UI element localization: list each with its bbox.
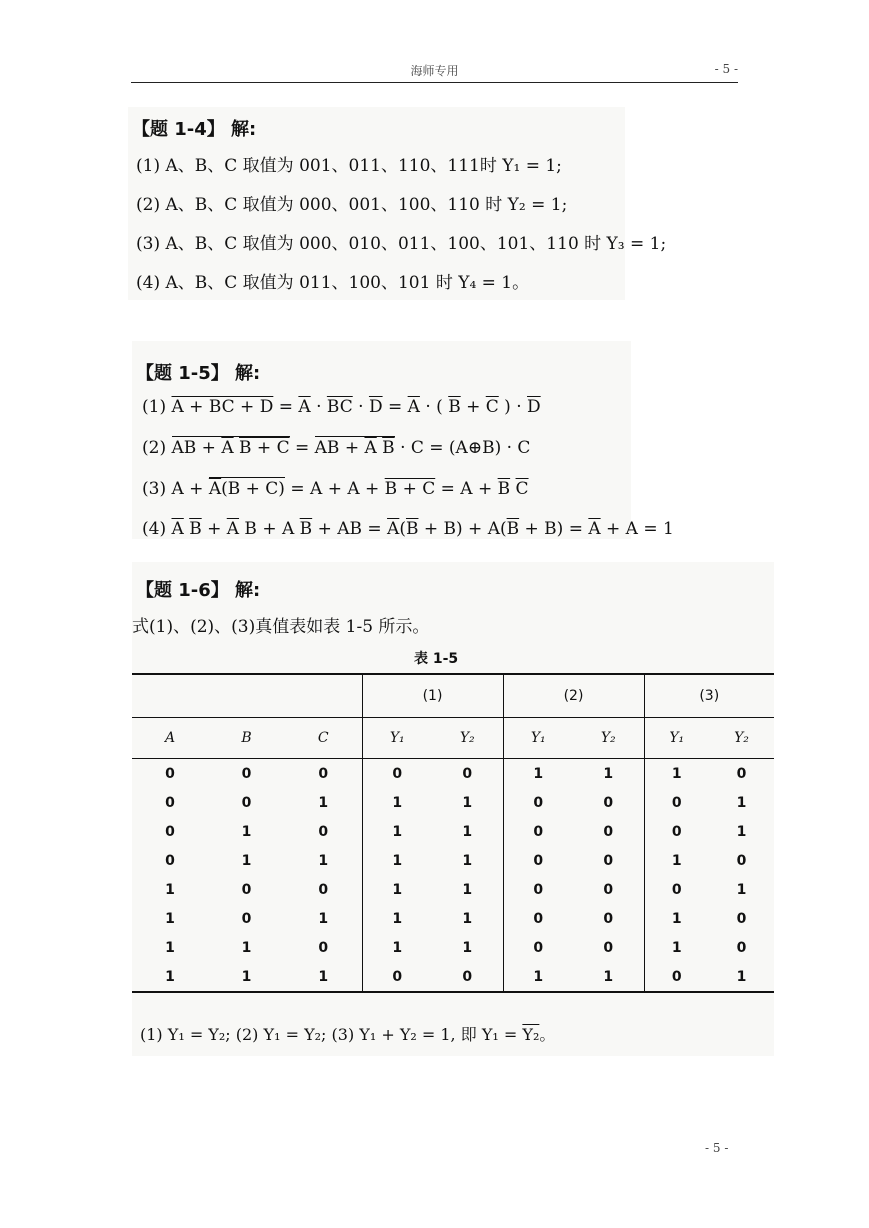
- eq-term: $\overline{B}$: [382, 438, 395, 458]
- table-cell: 1: [165, 910, 175, 927]
- eq-term-group: [315, 436, 395, 458]
- problem-1-4-line-2: (2) A、B、C 取值为 000、001、100、110 时 Y₂ = 1;: [136, 195, 568, 215]
- eq-term-group: [209, 477, 285, 499]
- column-header: Y₁: [644, 718, 709, 759]
- eq-label: (3): [142, 479, 167, 499]
- table-cell: 1: [362, 846, 432, 875]
- table-cell: 0: [165, 794, 175, 811]
- eq-term: $\overline{A}$: [221, 438, 234, 458]
- truth-table-body: [132, 759, 774, 993]
- table-cell: 1: [362, 817, 432, 846]
- equation-1: [142, 397, 541, 417]
- table-cell: 1: [736, 794, 747, 811]
- eq-term: $\overline{C}$: [485, 397, 499, 417]
- eq-term: $\overline{A}$: [298, 397, 311, 417]
- eq-op: +: [466, 397, 486, 417]
- table-cell: 1: [362, 933, 432, 962]
- conclusion-text: 。: [539, 1025, 556, 1044]
- table-cell: 0: [644, 817, 709, 846]
- table-cell: 1: [736, 823, 747, 840]
- table-cell: 1: [462, 823, 473, 840]
- table-cell: 1: [644, 846, 709, 875]
- eq-op: ·: [358, 397, 364, 417]
- group-header-empty: [132, 674, 362, 718]
- table-cell: 1: [241, 939, 252, 956]
- eq-term: A +: [171, 479, 209, 499]
- table-cell: 0: [503, 846, 573, 875]
- column-header: Y₁: [362, 718, 432, 759]
- problem-1-6: [132, 562, 774, 1056]
- eq-term: $\overline{A}$: [387, 519, 400, 539]
- table-cell: 0: [503, 788, 573, 817]
- table-cell: 1: [462, 910, 473, 927]
- eq-op: · C = (A⊕B) · C: [400, 438, 531, 458]
- table-cell: 0: [318, 881, 329, 898]
- eq-op: (: [399, 519, 406, 539]
- table-row: [132, 759, 774, 789]
- problem-1-6-title: 【题 1-6】 解:: [136, 580, 261, 601]
- eq-term: $\overline{B}$: [239, 438, 252, 458]
- equation-4: [142, 519, 674, 539]
- table-cell: 1: [285, 962, 362, 992]
- table-cell: 0: [241, 881, 252, 898]
- table-row: [132, 817, 774, 846]
- problem-1-6-conclusion: [140, 1022, 555, 1045]
- table-cell: 1: [503, 962, 573, 992]
- column-header: Y₂: [459, 730, 475, 746]
- table-cell: 0: [644, 875, 709, 904]
- eq-term: $\overline{B}$: [299, 519, 313, 539]
- table-cell: 0: [736, 852, 747, 869]
- eq-term: $\overline{B}$: [506, 519, 520, 539]
- equation-2: [142, 438, 530, 458]
- table-cell: 0: [318, 823, 329, 840]
- table-cell: 1: [462, 881, 473, 898]
- table-group-header-row: [132, 674, 774, 718]
- table-cell: 1: [318, 910, 329, 927]
- column-header: Y₂: [600, 730, 616, 746]
- eq-op: · (: [425, 397, 443, 417]
- eq-op: = A + A +: [290, 479, 385, 499]
- table-cell: 0: [603, 794, 614, 811]
- column-header: Y₁: [503, 718, 573, 759]
- table-cell: 0: [736, 910, 747, 927]
- table-cell: 0: [503, 933, 573, 962]
- table-row: [132, 846, 774, 875]
- table-cell: 0: [241, 765, 252, 782]
- table-cell: 1: [736, 881, 747, 898]
- table-cell: 0: [165, 765, 175, 782]
- conclusion-text: (1) Y₁ = Y₂; (2) Y₁ = Y₂; (3) Y₁ + Y₂ = 1, 即 Y₁ =: [140, 1025, 523, 1044]
- eq-label: (2): [142, 438, 167, 458]
- eq-term: $\overline{A}$: [407, 397, 420, 417]
- eq-term: $\overline{A}$: [171, 519, 184, 539]
- eq-term: $\overline{A}$: [208, 479, 222, 499]
- truth-table: [132, 673, 774, 993]
- table-cell: 0: [362, 962, 432, 992]
- table-cell: 1: [462, 939, 473, 956]
- column-header: B: [241, 730, 252, 746]
- table-cell: 1: [503, 759, 573, 789]
- eq-term: + C: [251, 438, 290, 458]
- eq-term: $\overline{A}$: [226, 519, 240, 539]
- table-cell: 1: [462, 794, 473, 811]
- table-cell: 0: [318, 939, 329, 956]
- eq-op: + AB =: [312, 519, 388, 539]
- eq-term: $\overline{C}$: [515, 479, 529, 499]
- eq-term-group: [172, 436, 290, 458]
- table-cell: 0: [644, 962, 709, 992]
- table-cell: 0: [432, 962, 503, 992]
- eq-op: B + A: [239, 519, 300, 539]
- eq-term: $\overline{B}$: [189, 519, 202, 539]
- table-row: [132, 933, 774, 962]
- table-row: [132, 904, 774, 933]
- group-header: (1): [362, 674, 503, 718]
- footer-page-number: - 5 -: [705, 1141, 729, 1155]
- table-cell: 0: [503, 817, 573, 846]
- eq-label: (1): [142, 397, 167, 417]
- table-row: [132, 962, 774, 992]
- table-cell: 0: [603, 939, 614, 956]
- eq-term: $\overline{B}$: [405, 519, 419, 539]
- header-page-number: - 5 -: [714, 62, 738, 76]
- group-header: (3): [644, 674, 774, 718]
- eq-op: +: [201, 519, 227, 539]
- table-cell: 1: [573, 962, 644, 992]
- problem-1-4: [128, 107, 667, 300]
- eq-label: (4): [142, 519, 167, 539]
- table-caption: 表 1-5: [414, 651, 459, 667]
- table-cell: 0: [503, 904, 573, 933]
- table-cell: 0: [603, 852, 614, 869]
- equation-3: [142, 479, 529, 499]
- table-cell: 1: [241, 823, 252, 840]
- eq-op: = A +: [440, 479, 498, 499]
- table-cell: 1: [709, 962, 774, 992]
- eq-term: A + BC + D: [171, 397, 274, 417]
- problem-1-4-line-3: (3) A、B、C 取值为 000、010、011、100、101、110 时 Y₃ = 1;: [136, 234, 667, 254]
- table-cell: 0: [603, 823, 614, 840]
- eq-sign: =: [278, 397, 293, 417]
- table-cell: 1: [241, 852, 252, 869]
- table-row: [132, 788, 774, 817]
- column-header: A: [164, 730, 176, 746]
- table-cell: 1: [208, 962, 285, 992]
- eq-term: AB +: [171, 438, 222, 458]
- table-cell: 0: [362, 759, 432, 789]
- problem-1-4-title: 【题 1-4】 解:: [132, 119, 257, 140]
- eq-term: $\overline{A}$: [588, 519, 601, 539]
- conclusion-term: Y₂: [522, 1025, 540, 1044]
- table-cell: 0: [318, 765, 329, 782]
- group-header: (2): [503, 674, 644, 718]
- table-cell: 1: [644, 904, 709, 933]
- table-cell: 0: [736, 939, 747, 956]
- table-cell: 1: [462, 852, 473, 869]
- table-cell: 1: [644, 933, 709, 962]
- table-cell: 0: [603, 881, 614, 898]
- table-cell: 1: [362, 904, 432, 933]
- eq-sign: =: [387, 397, 408, 417]
- table-cell: 1: [318, 794, 329, 811]
- problem-1-5-title: 【题 1-5】 解:: [136, 363, 261, 384]
- table-cell: 1: [362, 875, 432, 904]
- table-cell: 0: [165, 823, 175, 840]
- table-cell: 0: [736, 765, 747, 782]
- table-cell: 0: [165, 852, 175, 869]
- eq-op: ) ·: [504, 397, 528, 417]
- eq-sign: =: [294, 438, 315, 458]
- column-header: C: [317, 730, 329, 746]
- column-header: Y₂: [734, 730, 749, 746]
- eq-term: $\overline{D}$: [527, 397, 541, 417]
- header-title: 海师专用: [410, 64, 459, 78]
- problem-1-4-line-1: (1) A、B、C 取值为 001、011、110、111时 Y₁ = 1;: [136, 156, 562, 176]
- eq-op: + B) + A(: [418, 519, 507, 539]
- table-cell: 1: [644, 759, 709, 789]
- eq-op: ·: [316, 397, 322, 417]
- table-cell: 1: [318, 852, 329, 869]
- table-cell: 0: [503, 875, 573, 904]
- table-cell: 1: [132, 962, 208, 992]
- table-cell: 0: [462, 765, 473, 782]
- eq-term: (B + C): [221, 479, 285, 499]
- table-cell: 1: [603, 765, 614, 782]
- table-cell: 0: [603, 910, 614, 927]
- table-row: [132, 875, 774, 904]
- eq-term: $\overline{B}$: [448, 397, 461, 417]
- eq-term: $\overline{D}$: [368, 397, 383, 417]
- table-cell: 0: [644, 788, 709, 817]
- eq-term: $\overline{B}$: [497, 479, 511, 499]
- table-cell: 1: [165, 939, 175, 956]
- table-cell: 1: [165, 881, 175, 898]
- eq-term: B + C: [384, 479, 436, 499]
- eq-term: $\overline{BC}$: [326, 397, 353, 417]
- table-column-header-row: [132, 718, 774, 759]
- eq-term: AB +: [314, 438, 365, 458]
- problem-1-4-line-4: (4) A、B、C 取值为 011、100、101 时 Y₄ = 1。: [136, 273, 530, 293]
- eq-op: + B) =: [519, 519, 589, 539]
- eq-term: $\overline{A}$: [364, 438, 377, 458]
- table-cell: 0: [241, 910, 252, 927]
- table-cell: 0: [241, 794, 252, 811]
- table-cell: 1: [362, 788, 432, 817]
- problem-1-6-intro: 式(1)、(2)、(3)真值表如表 1-5 所示。: [132, 617, 430, 637]
- problem-1-5: [132, 341, 674, 539]
- page-header: [131, 58, 738, 83]
- eq-op: + A = 1: [600, 519, 674, 539]
